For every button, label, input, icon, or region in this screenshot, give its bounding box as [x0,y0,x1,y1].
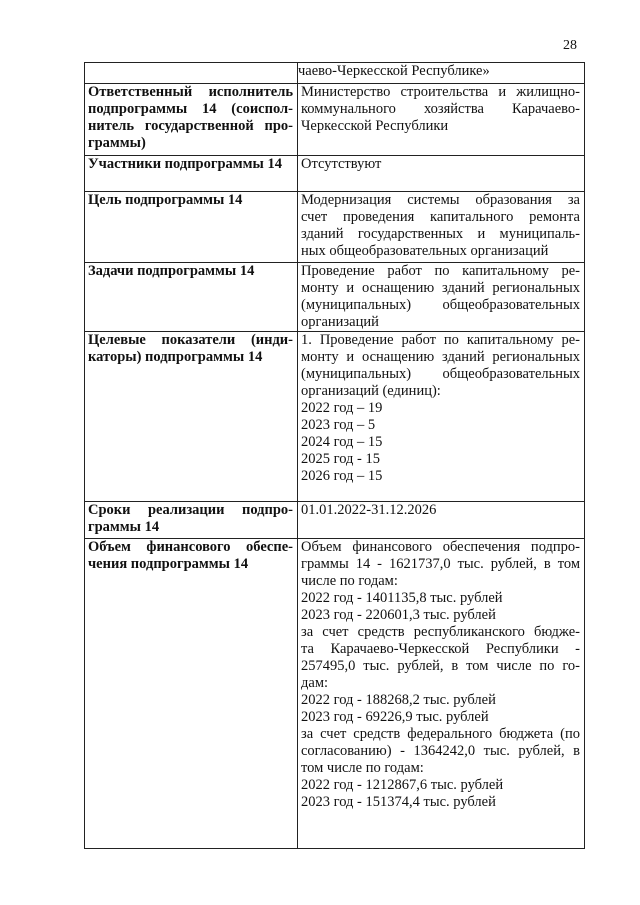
value-line: коммунального хозяйства Карачаево- [301,101,580,117]
table-row-target-indicators [85,332,585,502]
value-line: дам: [301,675,329,691]
value-line: 1. Проведение работ по капитальному ре- [301,332,580,348]
value-line: организаций (единиц): [301,383,441,399]
value-line: 257495,0 тыс. рублей, в том числе по го- [301,658,580,674]
table-row-responsible-executor [85,84,585,156]
label-line: Сроки реализации подпро- [88,502,293,518]
row-label [85,84,298,156]
value-line: 2023 год - 220601,3 тыс. рублей [301,607,496,623]
value-line: зданий государственных и муниципаль- [301,226,580,242]
row-label [85,539,298,849]
label-line: граммы 14 [88,519,160,535]
value-line: за счет средств республиканского бюдже- [301,624,580,640]
value-line: 2022 год - 1212867,6 тыс. рублей [301,777,504,793]
label-line: Цель подпрограммы 14 [88,192,243,208]
row-value [298,332,585,502]
page-number: 28 [563,38,577,53]
value-line: граммы 14 - 1621737,0 тыс. рублей, в том [301,556,580,572]
table-row-implementation-period [85,502,585,539]
value-line: монту и оснащению зданий региональных [301,280,580,296]
label-line: каторы) подпрограммы 14 [88,349,263,365]
value-line: 2023 год - 151374,4 тыс. рублей [301,794,496,810]
row-value [298,263,585,332]
value-line: (муниципальных) общеобразовательных [301,366,580,382]
value-line: 2026 год – 15 [301,468,383,484]
label-line: Задачи подпрограммы 14 [88,263,255,279]
value-line: том числе по годам: [301,760,424,776]
value-line: Министерство строительства и жилищно- [301,84,580,100]
value-line: Проведение работ по капитальному ре- [301,263,580,279]
value-line: (муниципальных) общеобразовательных [301,297,580,313]
value-line: чаево-Черкесской Республике» [298,63,490,79]
value-line: 2022 год - 1401135,8 тыс. рублей [301,590,503,606]
value-line: 2023 год - 69226,9 тыс. рублей [301,709,489,725]
value-line: 2024 год – 15 [301,434,383,450]
label-line: чения подпрограммы 14 [88,556,249,572]
label-line: Целевые показатели (инди- [88,332,293,348]
row-value [298,539,585,849]
value-line: организаций [301,314,379,330]
value-line: Объем финансового обеспечения подпро- [301,539,580,555]
value-line: 2022 год - 188268,2 тыс. рублей [301,692,496,708]
value-line: Отсутствуют [301,156,382,172]
label-line: Участники подпрограммы 14 [88,156,282,172]
row-label [85,332,298,502]
table-row-funding-volume [85,539,585,849]
row-value [298,63,585,84]
label-line: Объем финансового обеспе- [88,539,293,555]
value-line: 2023 год – 5 [301,417,376,433]
value-line: монту и оснащению зданий региональных [301,349,580,365]
value-line: ных общеобразовательных организаций [301,243,549,259]
row-value [298,156,585,192]
row-label [85,63,298,84]
value-line: счет проведения капитального ремонта [301,209,580,225]
row-label [85,502,298,539]
value-line: Черкесской Республики [301,118,449,134]
value-line: 2022 год – 19 [301,400,383,416]
value-line: согласованию) - 1364242,0 тыс. рублей, в [301,743,580,759]
row-value [298,192,585,263]
value-line: 01.01.2022-31.12.2026 [301,502,437,518]
label-line: Ответственный исполнитель [88,84,293,100]
label-line: подпрограммы 14 (соиспол- [88,101,293,117]
subprogram-passport-table [84,62,585,849]
label-line: граммы) [88,135,146,151]
value-line: та Карачаево-Черкесской Республики - [301,641,580,657]
table-row-continuation [85,63,585,84]
row-value [298,84,585,156]
row-label [85,156,298,192]
row-value [298,502,585,539]
row-label [85,192,298,263]
row-label [85,263,298,332]
value-line: 2025 год - 15 [301,451,380,467]
value-line: за счет средств федерального бюджета (по [301,726,580,742]
table-row-goal [85,192,585,263]
table-row-tasks [85,263,585,332]
label-line: нитель государственной про- [88,118,293,134]
value-line: Модернизация системы образования за [301,192,580,208]
table-row-participants [85,156,585,192]
value-line: числе по годам: [301,573,398,589]
